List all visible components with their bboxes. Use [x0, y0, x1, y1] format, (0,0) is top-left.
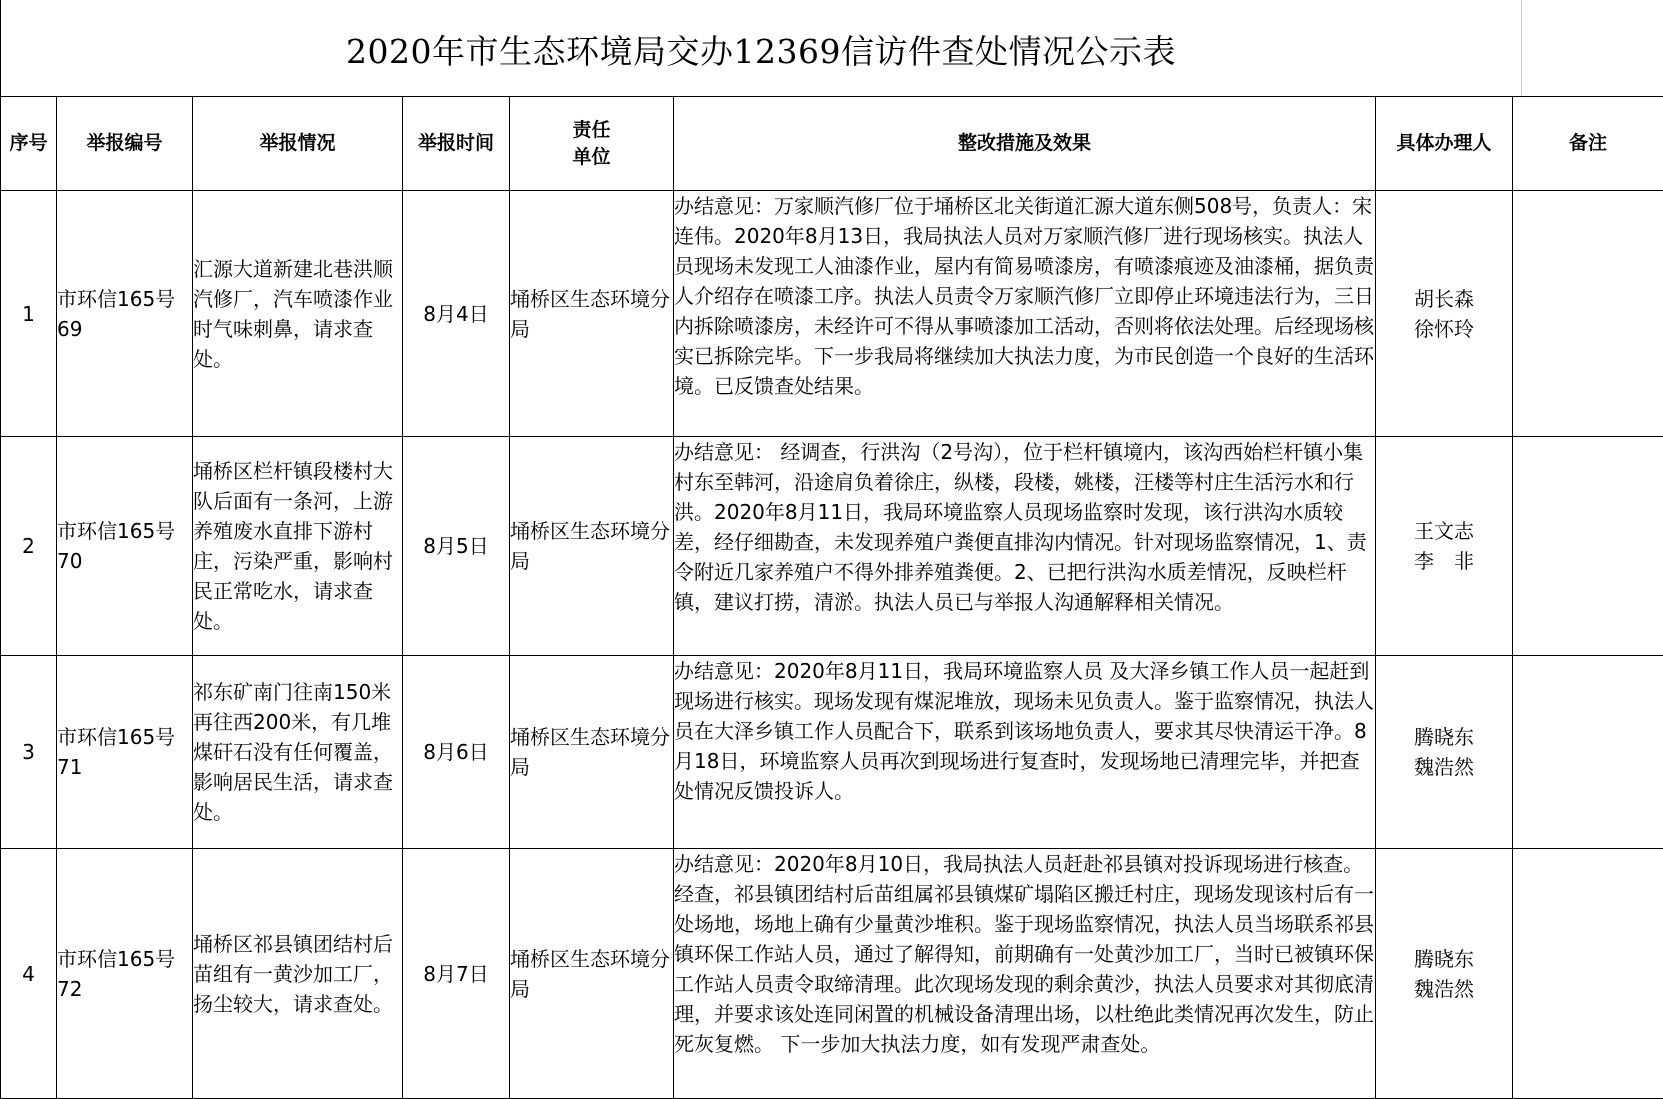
- cell-report-time: 8月5日: [403, 437, 510, 656]
- cell-seq: 4: [1, 849, 57, 1099]
- header-seq: 序号: [1, 97, 57, 191]
- handler-name: 王文志: [1414, 519, 1474, 543]
- cell-unit: 埇桥区生态环境分局: [510, 849, 674, 1099]
- table-row: [1, 191, 1663, 437]
- cell-remarks: [1513, 437, 1663, 656]
- cell-unit: 埇桥区生态环境分局: [510, 656, 674, 849]
- cell-measures: 办结意见：2020年8月11日，我局环境监察人员 及大泽乡镇工作人员一起赶到现场进行核实。现场发现有煤泥堆放，现场未见负责人。鉴于监察情况，执法人员在大泽乡镇工作人员配合下，联系到该场地负责人，要求其尽快清运干净。8月18日，环境监察人员再次到现场进行复查时，发现场地已清理完毕，并把查处情况反馈投诉人。: [674, 656, 1376, 849]
- cell-seq: 2: [1, 437, 57, 656]
- header-unit-line1: 责任: [572, 118, 611, 141]
- handler-name: 李 非: [1414, 549, 1474, 573]
- handler-name: 魏浩然: [1414, 755, 1474, 779]
- cell-report-desc: 埇桥区栏杆镇段楼村大队后面有一条河，上游养殖废水直排下游村庄，污染严重，影响村民正常吃水，请求查处。: [193, 437, 403, 656]
- cell-measures: 办结意见：2020年8月10日，我局执法人员赶赴祁县镇对投诉现场进行核查。经查，祁县镇团结村后苗组属祁县镇煤矿塌陷区搬迁村庄，现场发现该村后有一处场地，场地上确有少量黄沙堆积。鉴于现场监察情况，执法人员当场联系祁县镇环保工作站人员，通过了解得知，前期确有一处黄沙加工厂，当时已被镇环保工作站人员责令取缔清理。此次现场发现的剩余黄沙，执法人员要求对其彻底清理，并要求该处连同闲置的机械设备清理出场，以杜绝此类情况再次发生，防止死灰复燃。 下一步加大执法力度，如有发现严肃查处。: [674, 849, 1376, 1099]
- title-gridline: [1521, 0, 1522, 96]
- header-handler: 具体办理人: [1376, 97, 1513, 191]
- header-measures: 整改措施及效果: [674, 97, 1376, 191]
- handler-name: 胡长森: [1414, 286, 1474, 311]
- cell-handler: [1376, 191, 1513, 437]
- cell-handler: [1376, 437, 1513, 656]
- cell-remarks: [1513, 849, 1663, 1099]
- cell-seq: 1: [1, 191, 57, 437]
- table-row: [1, 849, 1663, 1099]
- cell-report-time: 8月4日: [403, 191, 510, 437]
- report-table: [0, 96, 1663, 1099]
- cell-measures: 办结意见： 经调查，行洪沟（2号沟），位于栏杆镇境内，该沟西始栏杆镇小集村东至韩河，沿途肩负着徐庄，纵楼，段楼，姚楼，汪楼等村庄生活污水和行洪。2020年8月11日，我局环境监察人员现场监察时发现，该行洪沟水质较差，经仔细勘查，未发现养殖户粪便直排沟内情况。针对现场监察情况，1、责令附近几家养殖户不得外排养殖粪便。2、已把行洪沟水质差情况，反映栏杆镇，建议打捞，清淤。执法人员已与举报人沟通解释相关情况。: [674, 437, 1376, 656]
- cell-handler: [1376, 656, 1513, 849]
- cell-report-time: 8月6日: [403, 656, 510, 849]
- cell-remarks: [1513, 191, 1663, 437]
- header-report-time: 举报时间: [403, 97, 510, 191]
- cell-report-no: 市环信165号70: [57, 437, 193, 656]
- cell-report-no: 市环信165号71: [57, 656, 193, 849]
- header-unit-line2: 单位: [572, 145, 611, 168]
- cell-unit: 埇桥区生态环境分局: [510, 437, 674, 656]
- cell-report-no: 市环信165号69: [57, 191, 193, 437]
- cell-measures: 办结意见：万家顺汽修厂位于埇桥区北关街道汇源大道东侧508号，负责人：宋连伟。2020年8月13日，我局执法人员对万家顺汽修厂进行现场核实。执法人员现场未发现工人油漆作业，屋内有简易喷漆房，有喷漆痕迹及油漆桶，据负责人介绍存在喷漆工序。执法人员责令万家顺汽修厂立即停止环境违法行为，三日内拆除喷漆房，未经许可不得从事喷漆加工活动，否则将依法处理。后经现场核实已拆除完毕。下一步我局将继续加大执法力度，为市民创造一个良好的生活环境。已反馈查处结果。: [674, 191, 1376, 437]
- handler-name: 腾晓东: [1414, 725, 1474, 749]
- header-remarks: 备注: [1513, 97, 1663, 191]
- cell-report-time: 8月7日: [403, 849, 510, 1099]
- cell-report-desc: 祁东矿南门往南150米再往西200米，有几堆煤矸石没有任何覆盖，影响居民生活，请求查处。: [193, 656, 403, 849]
- title-row: [0, 0, 1663, 96]
- table-row: [1, 437, 1663, 656]
- table-row: [1, 656, 1663, 849]
- header-report-no: 举报编号: [57, 97, 193, 191]
- cell-unit: 埇桥区生态环境分局: [510, 191, 674, 437]
- handler-name: 魏浩然: [1414, 976, 1474, 1001]
- cell-remarks: [1513, 656, 1663, 849]
- cell-report-desc: 汇源大道新建北巷洪顺汽修厂，汽车喷漆作业时气味刺鼻，请求查处。: [193, 191, 403, 437]
- header-row: [1, 97, 1663, 191]
- page-title: 2020年市生态环境局交办12369信访件查处情况公示表: [346, 32, 1176, 71]
- cell-report-desc: 埇桥区祁县镇团结村后苗组有一黄沙加工厂，扬尘较大，请求查处。: [193, 849, 403, 1099]
- cell-seq: 3: [1, 656, 57, 849]
- cell-handler: [1376, 849, 1513, 1099]
- header-report-desc: 举报情况: [193, 97, 403, 191]
- cell-report-no: 市环信165号72: [57, 849, 193, 1099]
- header-unit: [510, 97, 674, 191]
- handler-name: 徐怀玲: [1414, 316, 1474, 341]
- handler-name: 腾晓东: [1414, 946, 1474, 971]
